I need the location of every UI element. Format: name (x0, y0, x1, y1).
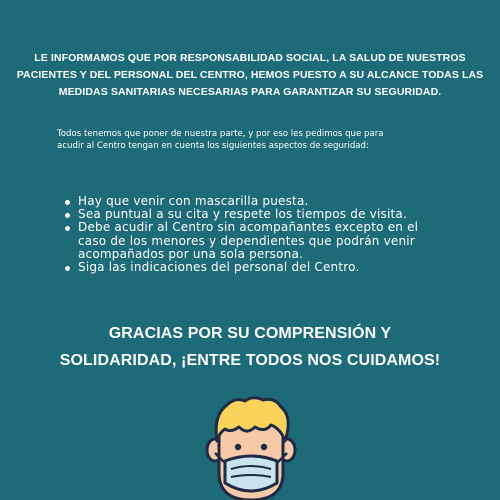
list-item-text: caso de los menores y dependientes que podrán venir (78, 233, 415, 248)
closing-message (0, 320, 500, 374)
header-line: MEDIDAS SANITARIAS NECESARIAS PARA GARANTIZAR SU SEGURIDAD. (58, 86, 442, 98)
face-with-mask-icon (205, 395, 297, 500)
intro-line: Todos tenemos que poner de nuestra parte, y por eso les pedimos que para (57, 129, 384, 139)
mask (225, 456, 277, 491)
closing-line: SOLIDARIDAD, ¡ENTRE TODOS NOS CUIDAMOS! (59, 352, 441, 369)
right-eye (261, 444, 267, 450)
header-notice (0, 50, 500, 101)
intro-line: acudir al Centro tengan en cuenta los siguientes aspectos de seguridad: (57, 140, 369, 151)
left-eye (235, 444, 241, 450)
list-item-text: Hay que venir con mascarilla puesta. (78, 194, 309, 208)
closing-line: GRACIAS POR SU COMPRENSIÓN Y (108, 325, 392, 342)
list-item-text: acompañados por una sola persona. (78, 246, 304, 261)
header-line: LE INFORMAMOS QUE POR RESPONSABILIDAD SOCIAL, LA SALUD DE NUESTROS (34, 52, 466, 64)
list-item (62, 221, 482, 261)
list-item-text: Sea puntual a su cita y respete los tiempos de visita. (78, 207, 407, 222)
safety-list (62, 195, 482, 274)
list-item (62, 261, 482, 274)
list-item-text: Siga las indicaciones del personal del Centro. (78, 260, 360, 275)
header-line: PACIENTES Y DEL PERSONAL DEL CENTRO, HEMOS PUESTO A SU ALCANCE TODAS LAS (16, 69, 484, 81)
intro-text (57, 129, 457, 152)
list-item-text: Debe acudir al Centro sin acompañantes excepto en el (78, 220, 419, 235)
